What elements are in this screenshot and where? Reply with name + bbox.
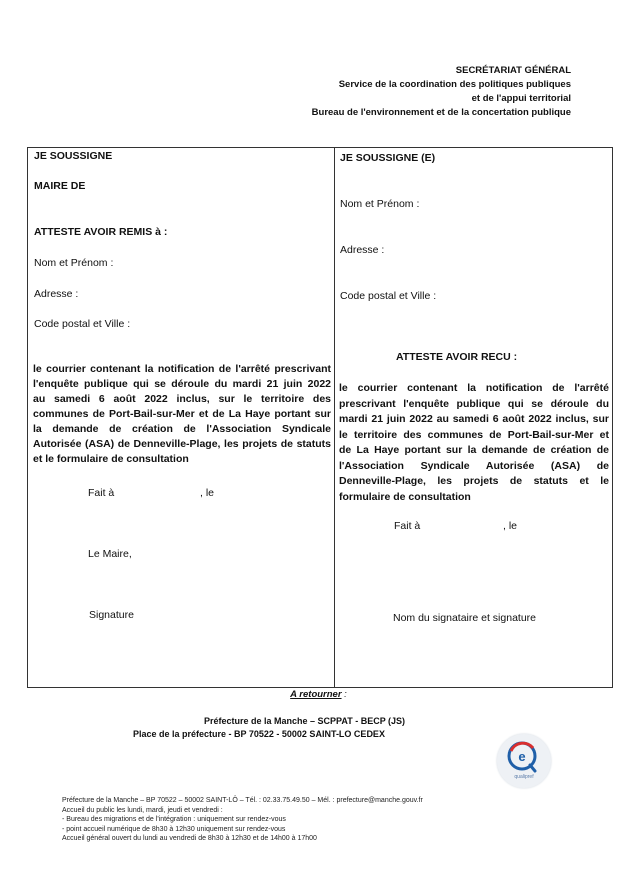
svg-text:e: e	[518, 749, 526, 764]
return-colon: :	[341, 689, 347, 700]
left-body-line: Autorisée (ASA) de Denneville-Plage, les projets de statuts	[33, 438, 331, 450]
left-nom-prenom-label: Nom et Prénom :	[34, 257, 114, 269]
left-le: , le	[200, 487, 215, 499]
qualipref-logo-icon	[497, 734, 551, 788]
footer-line: Accueil général ouvert du lundi au vendredi de 8h30 à 12h30 et de 14h00 à 17h00	[62, 835, 317, 842]
header-line-4: Bureau de l'environnement et de la concertation publique	[311, 107, 571, 118]
document-header	[312, 64, 571, 120]
footer-line: - point accueil numérique de 8h30 à 12h30 uniquement sur rendez-vous	[62, 825, 286, 833]
right-body-line: de La Haye portant sur la demande de création de	[339, 444, 609, 456]
right-body-line: l'Association Syndicale Autorisée (ASA) de	[339, 459, 609, 472]
header-line-3: et de l'appui territorial	[471, 93, 571, 104]
left-code-postal-label: Code postal et Ville :	[34, 318, 131, 330]
left-body-line: communes de Port-Bail-sur-Mer et de La Haye portant sur	[33, 408, 331, 420]
left-body-line: le courrier contenant la notification de l'arrêté prescrivant	[33, 363, 331, 375]
left-adresse-label: Adresse :	[34, 288, 79, 300]
page-footer	[62, 796, 423, 844]
right-fait-a: Fait à	[394, 520, 421, 532]
left-body-line: et le formulaire de consultation	[33, 453, 189, 465]
right-code-postal-label: Code postal et Ville :	[340, 290, 437, 302]
left-signature: Signature	[89, 609, 134, 621]
left-le-maire: Le Maire,	[88, 548, 132, 560]
left-body-line: au samedi 6 août 2022 inclus, sur le territoire des	[33, 393, 331, 405]
right-je-soussigne: JE SOUSSIGNE (E)	[340, 152, 436, 164]
return-address-line-1: Préfecture de la Manche – SCPPAT - BECP (JS)	[204, 716, 406, 726]
right-body-line: Denneville-Plage, les projets de statuts et le	[339, 475, 609, 487]
left-je-soussigne: JE SOUSSIGNE	[34, 150, 113, 162]
return-label: A retourner	[290, 689, 342, 700]
right-body-line: prescrivant l'enquête publique qui se déroule du	[339, 397, 609, 410]
return-instruction	[0, 689, 637, 700]
left-atteste-remis: ATTESTE AVOIR REMIS à :	[34, 226, 168, 238]
right-body-line: le courrier contenant la notification de l'arrêté	[339, 382, 609, 394]
right-atteste-recu: ATTESTE AVOIR RECU :	[396, 351, 518, 363]
logo-text: qualipref	[514, 774, 534, 780]
right-le: , le	[503, 520, 518, 532]
right-adresse-label: Adresse :	[340, 244, 385, 256]
left-fait-a: Fait à	[88, 487, 115, 499]
right-body-line: formulaire de consultation	[339, 490, 471, 503]
right-nom-prenom-label: Nom et Prénom :	[340, 198, 420, 210]
attestation-form	[27, 147, 613, 688]
header-line-1: SECRÉTARIAT GÉNÉRAL	[455, 65, 571, 76]
footer-line: - Bureau des migrations et de l'intégration : uniquement sur rendez-vous	[62, 816, 286, 823]
left-body-text	[33, 362, 331, 467]
header-line-2: Service de la coordination des politiques publiques	[338, 79, 571, 90]
right-body-text	[339, 381, 609, 505]
left-maire-de: MAIRE DE	[34, 180, 86, 192]
return-address-line-2: Place de la préfecture - BP 70522 - 50002 SAINT-LO CEDEX	[133, 729, 385, 739]
footer-line: Accueil du public les lundi, mardi, jeudi et vendredi :	[62, 806, 223, 814]
left-body-line: la demande de création de l'Association Syndicale	[33, 423, 331, 435]
right-signature: Nom du signataire et signature	[393, 612, 536, 624]
right-body-line: mardi 21 juin 2022 au samedi 6 août 2022 inclus, sur	[339, 413, 609, 425]
column-divider	[334, 148, 335, 687]
right-body-line: le territoire des communes de Port-Bail-sur-Mer et	[339, 428, 609, 441]
footer-line: Préfecture de la Manche – BP 70522 – 50002 SAINT-LÔ – Tél. : 02.33.75.49.50 – Mél. : prefecture@manche.gouv.fr	[62, 797, 423, 804]
left-body-line: l'enquête publique qui se déroule du mardi 21 juin 2022	[33, 378, 331, 390]
